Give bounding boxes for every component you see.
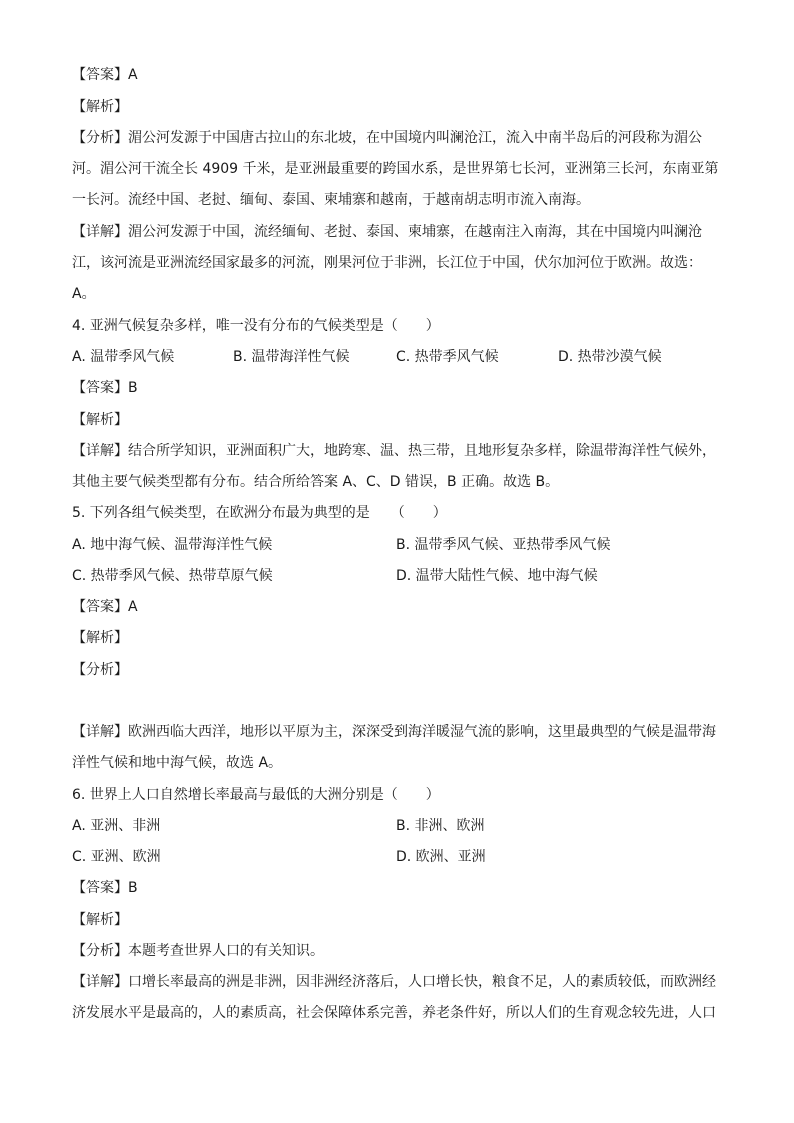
q3-fenxi-line-2: 河。湄公河干流全长 4909 千米，是亚洲最重要的跨国水系，是世界第七长河，亚洲第三长河，东南亚第: [72, 161, 719, 177]
q6-option-c: C. 亚洲、欧洲: [72, 849, 161, 865]
q3-fenxi-line-1: 【分析】湄公河发源于中国唐古拉山的东北坡，在中国境内叫澜沧江，流入中南半岛后的河段称为湄公: [72, 130, 702, 146]
q6-fenxi: 【分析】本题考查世界人口的有关知识。: [72, 943, 324, 959]
q6-option-b: B. 非洲、欧洲: [396, 818, 485, 834]
q4-stem: 4. 亚洲气候复杂多样，唯一没有分布的气候类型是（ ）: [72, 318, 440, 334]
q5-option-a: A. 地中海气候、温带海洋性气候: [72, 537, 273, 553]
q4-option-b: B. 温带海洋性气候: [233, 349, 350, 365]
q5-stem: 5. 下列各组气候类型，在欧洲分布最为典型的是 （ ）: [72, 505, 447, 521]
q5-answer: 【答案】A: [72, 599, 138, 615]
q3-fenxi-line-3: 一长河。流经中国、老挝、缅甸、泰国、柬埔寨和越南，于越南胡志明市流入南海。: [72, 192, 590, 208]
q6-xiangjie-line-2: 济发展水平是最高的，人的素质高，社会保障体系完善，养老条件好，所以人们的生育观念较先进，人口: [72, 1005, 716, 1021]
q6-xiangjie-line-1: 【详解】口增长率最高的洲是非洲，因非洲经济落后，人口增长快，粮食不足，人的素质较低，而欧洲经: [72, 974, 716, 990]
q4-answer: 【答案】B: [72, 380, 138, 396]
q4-xiangjie-line-2: 其他主要气候类型都有分布。结合所给答案 A、C、D 错误，B 正确。故选 B。: [72, 474, 560, 490]
q4-option-a: A. 温带季风气候: [72, 349, 175, 365]
q5-option-c: C. 热带季风气候、热带草原气候: [72, 568, 273, 584]
q6-option-d: D. 欧洲、亚洲: [396, 849, 486, 865]
q6-answer: 【答案】B: [72, 880, 138, 896]
q4-analysis-label: 【解析】: [72, 412, 128, 428]
q5-analysis-label: 【解析】: [72, 630, 128, 646]
q4-option-c: C. 热带季风气候: [396, 349, 499, 365]
q5-xiangjie-line-1: 【详解】欧洲西临大西洋，地形以平原为主，深深受到海洋暖湿气流的影响，这里最典型的气候是温带海: [72, 724, 716, 740]
q6-stem: 6. 世界上人口自然增长率最高与最低的大洲分别是（ ）: [72, 787, 440, 803]
q5-option-d: D. 温带大陆性气候、地中海气候: [396, 568, 598, 584]
q6-analysis-label: 【解析】: [72, 912, 128, 928]
q3-xiangjie-line-1: 【详解】湄公河发源于中国，流经缅甸、老挝、泰国、柬埔寨，在越南注入南海，其在中国境内叫澜沧: [72, 224, 702, 240]
q4-option-d: D. 热带沙漠气候: [558, 349, 662, 365]
q5-fenxi-label: 【分析】: [72, 662, 128, 678]
q5-xiangjie-line-2: 洋性气候和地中海气候，故选 A。: [72, 755, 283, 771]
q3-answer: 【答案】A: [72, 67, 138, 83]
q4-xiangjie-line-1: 【详解】结合所学知识，亚洲面积广大，地跨寒、温、热三带，且地形复杂多样，除温带海洋性气候外，: [72, 443, 716, 459]
q6-option-a: A. 亚洲、非洲: [72, 818, 161, 834]
q3-xiangjie-line-3: A。: [72, 286, 96, 302]
q3-analysis-label: 【解析】: [72, 99, 128, 115]
q3-xiangjie-line-2: 江，该河流是亚洲流经国家最多的河流，刚果河位于非洲，长江位于中国，伏尔加河位于欧洲。故选：: [72, 255, 702, 271]
q5-option-b: B. 温带季风气候、亚热带季风气候: [396, 537, 611, 553]
